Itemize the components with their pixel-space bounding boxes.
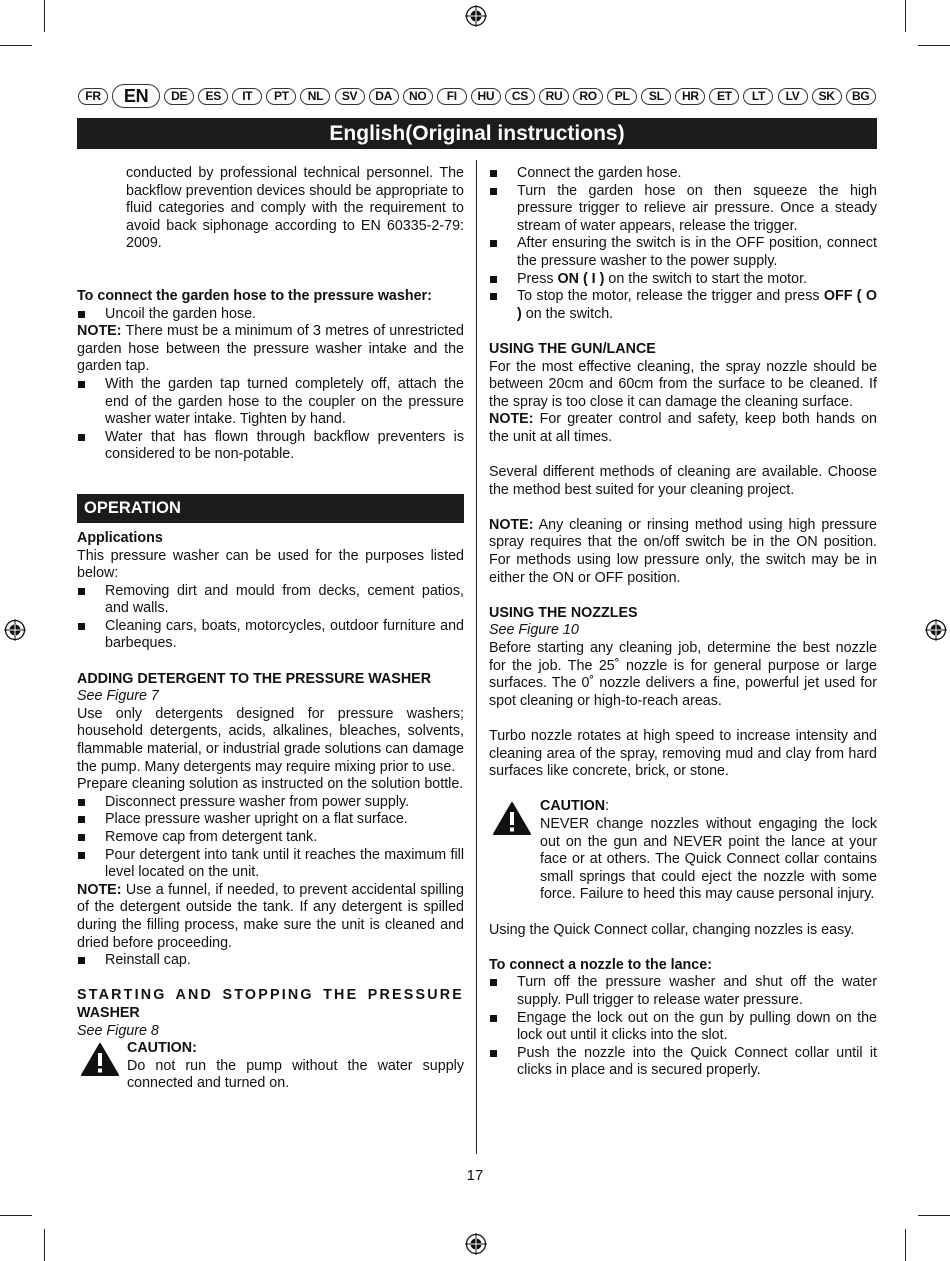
list-item: With the garden tap turned completely off, attach the end of the garden hose to the coupler on the pressure washer water intake. Tighten by hand. (77, 376, 464, 429)
registration-mark-icon (465, 1233, 487, 1255)
registration-mark-icon (465, 5, 487, 27)
language-option-es: ES (198, 88, 228, 105)
note: NOTE: Any cleaning or rinsing method using high pressure spray requires that the on/off switch be in the ON position. For methods using low pressure only, the switch may be in either the ON or OFF position. (489, 516, 877, 586)
section-heading: ADDING DETERGENT TO THE PRESSURE WASHER (77, 670, 432, 687)
crop-mark (44, 0, 45, 32)
paragraph: Several different methods of cleaning are available. Choose the method best suited for your cleaning project. (489, 464, 877, 498)
language-option-sk: SK (812, 88, 842, 105)
list-item: Remove cap from detergent tank. (77, 829, 464, 847)
page-title: English(Original instructions) (77, 118, 877, 149)
list-item: Cleaning cars, boats, motorcycles, outdoor furniture and barbeques. (77, 618, 464, 653)
caution-label: CAUTION: (127, 1040, 197, 1057)
list-item: Reinstall cap. (77, 952, 464, 970)
note: NOTE: There must be a minimum of 3 metres of unrestricted garden hose between the pressure washer intake and the garden tap. (77, 323, 464, 375)
language-option-hu: HU (471, 88, 501, 105)
section-heading: USING THE GUN/LANCE (489, 340, 656, 357)
caution-label: CAUTION: (540, 798, 610, 815)
language-option-de: DE (164, 88, 194, 105)
page-number: 17 (466, 1167, 484, 1184)
list-item: Press ON ( I ) on the switch to start the motor. (489, 271, 877, 289)
intro-paragraph: conducted by professional technical personnel. The backflow prevention devices should be appropriate to fluid categories and comply with the requirement to avoid back siphonage according to EN 60335-2-79: 2009. (126, 165, 464, 252)
paragraph: Prepare cleaning solution as instructed on the solution bottle. (77, 776, 464, 793)
language-option-fi: FI (437, 88, 467, 105)
language-option-en: EN (112, 84, 160, 108)
list-item: Removing dirt and mould from decks, cement patios, and walls. (77, 583, 464, 618)
list-item: Engage the lock out on the gun by pulling down on the lock out until it clicks into the slot. (489, 1010, 877, 1045)
crop-mark (918, 1215, 950, 1216)
caution-text: Do not run the pump without the water supply connected and turned on. (127, 1057, 464, 1092)
list-item: Turn off the pressure washer and shut off the water supply. Pull trigger to release water pressure. (489, 974, 877, 1009)
operation-section-title: OPERATION (77, 494, 464, 523)
list-item: Turn the garden hose on then squeeze the high pressure trigger to relieve air pressure. Once a steady stream of water appears, release the trigger. (489, 183, 877, 236)
section-heading: Applications (77, 529, 163, 546)
language-option-et: ET (709, 88, 739, 105)
section-heading: To connect a nozzle to the lance: (489, 956, 712, 973)
list-item: After ensuring the switch is in the OFF position, connect the pressure washer to the power supply. (489, 235, 877, 270)
language-option-pt: PT (266, 88, 296, 105)
list-item: Uncoil the garden hose. (77, 306, 464, 324)
paragraph: For the most effective cleaning, the spray nozzle should be between 20cm and 60cm from the surface to be cleaned. If the spray is too close it can damage the cleaning surface. (489, 358, 877, 410)
paragraph: Using the Quick Connect collar, changing nozzles is easy. (489, 921, 855, 938)
note: NOTE: Use a funnel, if needed, to prevent accidental spilling of the detergent outside the tank. If any detergent is spilled during the filling process, make sure the unit is cleaned and dried before proceeding. (77, 881, 464, 951)
language-option-ro: RO (573, 88, 603, 105)
language-option-cs: CS (505, 88, 535, 105)
section-heading: WASHER (77, 1004, 140, 1021)
language-option-lt: LT (743, 88, 773, 105)
list-item: Connect the garden hose. (489, 165, 877, 183)
crop-mark (918, 45, 950, 46)
language-option-no: NO (403, 88, 433, 105)
caution-box (489, 798, 877, 904)
crop-mark (44, 1229, 45, 1261)
language-option-bg: BG (846, 88, 876, 105)
language-option-sv: SV (335, 88, 365, 105)
language-option-nl: NL (300, 88, 330, 105)
language-selector (78, 84, 876, 108)
caution-box (77, 1040, 464, 1093)
list-item: Place pressure washer upright on a flat surface. (77, 811, 464, 829)
language-option-it: IT (232, 88, 262, 105)
list-item: Disconnect pressure washer from power supply. (77, 794, 464, 812)
language-option-fr: FR (78, 88, 108, 105)
list-item: To stop the motor, release the trigger and press OFF ( O ) on the switch. (489, 288, 877, 323)
language-option-pl: PL (607, 88, 637, 105)
paragraph: Use only detergents designed for pressure washers; household detergents, acids, alkalines, bleaches, solvents, flammable material, or industrial grade solutions can damage the pump. Many detergents may require mixing prior to use. (77, 705, 464, 775)
crop-mark (905, 0, 906, 32)
crop-mark (0, 45, 32, 46)
crop-mark (0, 1215, 32, 1216)
paragraph: Before starting any cleaning job, determine the best nozzle for the job. The 25˚ nozzle is for general purpose or large surfaces. The 0˚ nozzle delivers a fine, powerful jet used for spot cleaning or high-to-reach areas. (489, 640, 877, 709)
registration-mark-icon (4, 619, 26, 641)
section-heading: USING THE NOZZLES (489, 604, 638, 621)
list-item: Water that has flown through backflow preventers is considered to be non-potable. (77, 429, 464, 464)
figure-reference: See Figure 7 (77, 688, 159, 705)
language-option-sl: SL (641, 88, 671, 105)
registration-mark-icon (925, 619, 947, 641)
language-option-ru: RU (539, 88, 569, 105)
language-option-da: DA (369, 88, 399, 105)
warning-icon (492, 801, 532, 836)
left-column (77, 165, 464, 1093)
language-option-hr: HR (675, 88, 705, 105)
list-item: Pour detergent into tank until it reaches the maximum fill level located on the unit. (77, 847, 464, 882)
paragraph: Turbo nozzle rotates at high speed to increase intensity and cleaning area of the spray, removing mud and clay from hard surfaces like concrete, brick, or stone. (489, 728, 877, 780)
crop-mark (905, 1229, 906, 1261)
column-divider (476, 160, 477, 1154)
caution-text: NEVER change nozzles without engaging the lock out on the gun and NEVER point the lance at your face or at others. The Quick Connect collar contains small springs that could eject the nozzle with some force. Failure to heed this may cause personal injury. (540, 815, 877, 903)
list-item: Push the nozzle into the Quick Connect collar until it clicks in place and is secured properly. (489, 1045, 877, 1080)
right-column (489, 165, 877, 1080)
note: NOTE: For greater control and safety, keep both hands on the unit at all times. (489, 411, 877, 445)
section-heading: To connect the garden hose to the pressure washer: (77, 287, 432, 304)
section-heading: STARTING AND STOPPING THE PRESSURE (77, 987, 464, 1004)
language-option-lv: LV (778, 88, 808, 105)
figure-reference: See Figure 8 (77, 1022, 159, 1039)
paragraph: This pressure washer can be used for the purposes listed below: (77, 547, 464, 582)
figure-reference: See Figure 10 (489, 622, 579, 639)
warning-icon (80, 1042, 120, 1077)
